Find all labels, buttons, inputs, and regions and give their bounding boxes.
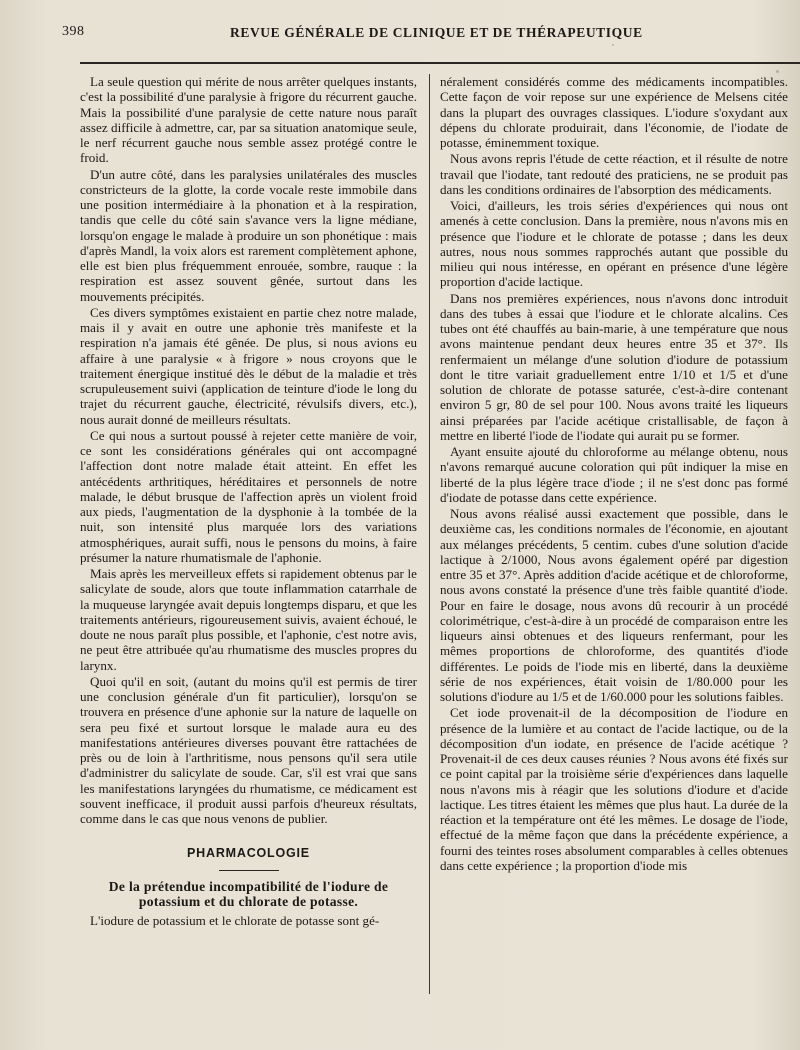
paragraph: Ayant ensuite ajouté du chloroforme au mélange obtenu, nous n'avons remarqué aucune coloration qui pût indiquer la mise en liberté de la plus légère trace d'iode ; il ne s'est donc pas formé d'iodate de potasse dans cette expérience. (440, 444, 788, 505)
column-divider (429, 74, 430, 994)
paragraph: La seule question qui mérite de nous arrêter quelques instants, c'est la possibilité d'une paralysie à frigore du récurrent gauche. Mais la possibilité d'une paralysie de cette nature nous paraît assez difficile à admettre, car, par sa situation anatomique seule, le nerf récurrent gauche nous semble assez protégé contre le froid. (80, 74, 417, 166)
article-opening: L'iodure de potassium et le chlorate de potasse sont gé- (90, 912, 380, 928)
paragraph: Nous avons repris l'étude de cette réaction, et il résulte de notre travail que l'iodate, tant redouté des praticiens, ne se produit pas dans les conditions ordinaires de l'absorption des médicaments. (440, 151, 788, 197)
right-column (440, 74, 788, 874)
paragraph: Quoi qu'il en soit, (autant du moins qu'il est permis de tirer une conclusion générale d'un fit particulier), lorsqu'on se trouvera en présence d'une aphonie sur la nature de laquelle on sera peu fixé et surtout lorsque le malade aura eu des manifestations antérieures diverses pouvant être rattachées de près ou de loin à l'arthritisme, nous pensons qu'il sera utile d'administrer du salicylate de soude. Car, s'il est vrai que sans les manifestations laryngées du rhumatisme, ce médicament est souvent inefficace, il produit aussi parfois d'heureux résultats, comme dans le cas que nous venons de publier. (80, 673, 417, 826)
article-title: De la prétendue incompatibilité de l'iodure de potassium et du chlorate de potasse. (108, 878, 389, 909)
scan-speck (612, 44, 614, 46)
heading-rule (219, 870, 279, 871)
paragraph: Mais après les merveilleux effets si rapidement obtenus par le salicylate de soude, alors que toute inflammation catarrhale de la muqueuse laryngée avait depuis longtemps disparu, et que les traitements antérieurs, rigoureusement suivis, avaient échoué, le doute ne nous paraît plus possible, et l'aphonie, c'est notre avis, ne peut être attribuée qu'au rhumatisme des muscles propres du larynx. (80, 566, 417, 673)
paragraph: Dans nos premières expériences, nous n'avons donc introduit dans des tubes à essai que l'iodure et le chlorate alcalins. Ces tubes ont été chauffés au bain-marie, à une température que nous avons maintenue pendant deux heures entre 35 et 37°. Ils renfermaient un mélange d'une solution d'iodure de potassium dont le titre variait graduellement entre 1/10 et 1/5 et d'une solution de chlorate de potasse saturée, c'est-à-dire contenant environ 5 gr, 80 de sel pour 100. Nous avons traité les liqueurs ainsi préparées par l'acide acétique cristallisable, de façon à mettre en liberté l'iode de l'iodate qui aurait pu se former. (440, 290, 788, 443)
scan-speck (776, 70, 779, 73)
paragraph: Voici, d'ailleurs, les trois séries d'expériences qui nous ont amenés à cette conclusion. Dans la première, nous n'avons mis en présence que l'iodure et le chlorate de potasse ; dans les deux autres, nous nous sommes rapprochés autant que possible du milieu qui nous intéresse, en opérant en présence d'une légère proportion d'acide lactique. (440, 198, 788, 290)
paragraph: Cet iode provenait-il de la décomposition de l'iodure en présence de la lumière et au contact de l'acide lactique, ou de la décomposition d'un iodate, en présence de l'acide acétique ? Provenait-il de ces deux causes réunies ? Nous avons été fixés sur ce point capital par la troisième série d'expériences dans laquelle nous n'avons mis à réagir que les solutions d'iodure et d'acide lactique. Les titres étaient les mêmes que plus haut. La durée de la réaction et la température ont été les mêmes. Le dosage de l'iode, effectué de la même façon que dans la précédente expérience, a fourni des teintes roses absolument comparables à celles obtenues dans cette expérience ; la proportion d'iode mis (440, 705, 788, 873)
running-title: REVUE GÉNÉRALE DE CLINIQUE ET DE THÉRAPEUTIQUE (230, 25, 643, 40)
header-rule (80, 62, 800, 64)
paragraph: néralement considérés comme des médicaments incompatibles. Cette façon de voir repose sur une expérience de Melsens citée dans la plupart des ouvrages classiques. L'iodure s'oxydant aux dépens du chlorate produirait, dans l'économie, de l'iodate de potasse, éminemment toxique. (440, 74, 788, 150)
left-column (80, 74, 417, 929)
page-number: 398 (62, 24, 85, 39)
paragraph: D'un autre côté, dans les paralysies unilatérales des muscles constricteurs de la glotte, la corde vocale reste immobile dans une position intermédiaire à la phonation et à la respiration, tandis que celle du côté sain s'avance vers la ligne médiane, lorsqu'on engage le malade à produire un son phonétique : mais d'après Mandl, la voix alors est rarement complètement aphone, elle est bien plus fréquemment enrouée, sombre, rauque : la respiration est assez souvent gênée, surtout dans les mouvements précipités. (80, 166, 417, 304)
section-heading: PHARMACOLOGIE (187, 846, 310, 861)
paragraph: Ces divers symptômes existaient en partie chez notre malade, mais il y avait en outre une aphonie très manifeste et la respiration n'a jamais été gênée. De plus, si nous avions eu affaire à une paralysie « à frigore » nous croyons que le traitement énergique institué dès le début de la maladie et très scrupuleusement suivi (application de teinture d'iode le long du trajet du récurrent gauche, électricité, révulsifs divers, etc.), nous aurait donné de meilleurs résultats. (80, 304, 417, 427)
page-header (62, 22, 800, 44)
paragraph: Ce qui nous a surtout poussé à rejeter cette manière de voir, ce sont les considérations générales qui ont accompagné l'affection dont notre malade était atteint. En effet les antécédents arthritiques, héréditaires et personnels de notre malade, le début brusque de l'affection après un violent froid aux pieds, l'augmentation de la dysphonie à la tombée de la nuit, son intensité plus marquée lors des variations atmosphériques, aurait suffi, nous le pensons du moins, à faire présumer la nature rhumatismale de l'aphonie. (80, 427, 417, 565)
paragraph: Nous avons réalisé aussi exactement que possible, dans le deuxième cas, les conditions normales de l'économie, en ajoutant aux mélanges précédents, 5 centim. cubes d'une solution d'acide lactique à 2/1000, Nous avons également opéré par digestion entre 35 et 37°. Après addition d'acide acétique et de chloroforme, nous avons constaté la présence d'une très faible quantité d'iode. Pour en faire le dosage, nous avons dû recourir à un procédé colorimétrique, c'est-à-dire à un procédé de comparaison entre les liqueurs ainsi obtenues et des liqueurs renfermant, pour les mêmes proportions de chloroforme, des quantités d'iode différentes. Le poids de l'iode mis en liberté, dans la deuxième série de nos expériences, était voisin de 1/80.000 pour les solutions d'iodure au 1/5 et de 1/60.000 pour les solutions faibles. (440, 506, 788, 704)
